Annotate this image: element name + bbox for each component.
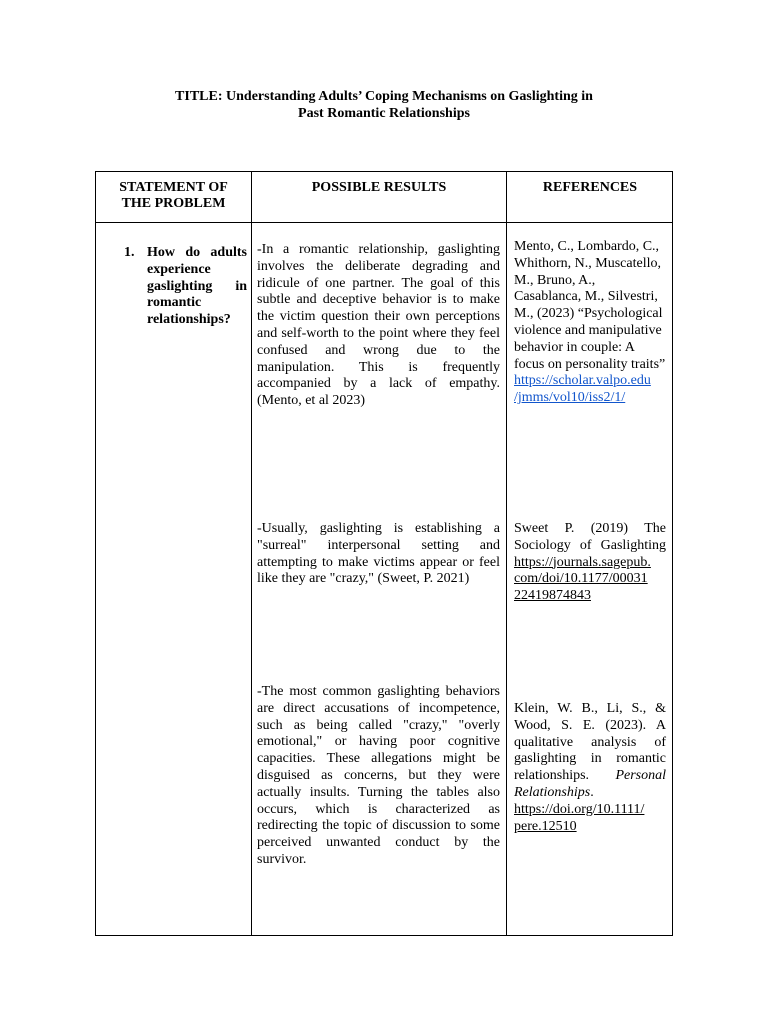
reference-3-journal: Personal Relationships <box>514 768 666 800</box>
reference-1-link[interactable] <box>514 373 651 405</box>
reference-3 <box>514 701 666 835</box>
column-divider <box>506 172 507 935</box>
header-possible-results: POSSIBLE RESULTS <box>311 180 447 195</box>
title-line-1: TITLE: Understanding Adults’ Coping Mechanisms on Gaslighting in <box>175 89 593 104</box>
reference-3-citation: Klein, W. B., Li, S., & Wood, S. E. (2023). A qualitative analysis of gaslighting in romantic relationships. <box>514 701 666 784</box>
document-title <box>100 88 668 122</box>
reference-2-link-line1: https://journals.sagepub. <box>514 554 651 570</box>
header-col1-line1: STATEMENT OF <box>119 180 228 195</box>
reference-1 <box>514 239 666 407</box>
reference-3-link-line2: pere.12510 <box>514 818 577 834</box>
result-2: -Usually, gaslighting is establishing a "surreal" interpersonal setting and attempting to make victims appear or feel like they are "crazy," (Sweet, P. 2021) <box>257 521 500 587</box>
problem-results-table <box>95 171 673 936</box>
reference-3-link-line1: https://doi.org/10.1111/ <box>514 801 645 817</box>
reference-1-citation: Mento, C., Lombardo, C., Whithorn, N., Muscatello, M., Bruno, A., Casablanca, M., Silvestri, M., (2023) “Psychological violence and manipulative behavior in couple: A focus on personality traits” <box>514 239 666 372</box>
reference-2-citation: Sweet P. (2019) The Sociology of Gaslighting <box>514 521 666 553</box>
reference-2 <box>514 521 666 605</box>
reference-3-period: . <box>590 784 594 800</box>
reference-3-link[interactable] <box>514 802 644 834</box>
header-references: REFERENCES <box>542 180 638 195</box>
header-col1-line2: THE PROBLEM <box>121 196 226 211</box>
reference-1-link-line1: https://scholar.valpo.edu <box>514 373 651 389</box>
result-3: -The most common gaslighting behaviors are direct accusations of incompetence, such as being called "crazy," "overly emotional," or having poor cognitive capacities. These allegations might be disguised as concerns, but they were actually insults. Turning the tables also occurs, which is characterized as redirecting the topic of discussion to some perceived unwanted conduct by the survivor. <box>257 684 500 867</box>
result-1: -In a romantic relationship, gaslighting involves the deliberate degrading and ridicule of one partner. The goal of this subtle and deceptive behavior is to make the victim question their own perceptions and self-worth to the point where they feel confused and wrong due to the manipulation. This is frequently accompanied by a lack of empathy. (Mento, et al 2023) <box>257 242 500 409</box>
header-divider <box>96 222 672 223</box>
reference-1-link-line2: /jmms/vol10/iss2/1/ <box>514 390 626 406</box>
title-line-2: Past Romantic Relationships <box>298 106 470 121</box>
problem-number: 1. <box>124 245 135 260</box>
problem-text: How do adults experience gaslighting in romantic relationships? <box>147 245 247 328</box>
problem-statement-1 <box>124 245 249 335</box>
reference-2-link-line2: com/doi/10.1177/00031 <box>514 571 648 587</box>
header-statement-of-problem <box>96 180 251 212</box>
reference-2-link[interactable] <box>514 555 651 604</box>
reference-2-link-line3: 22419874843 <box>514 588 591 604</box>
column-divider <box>251 172 252 935</box>
